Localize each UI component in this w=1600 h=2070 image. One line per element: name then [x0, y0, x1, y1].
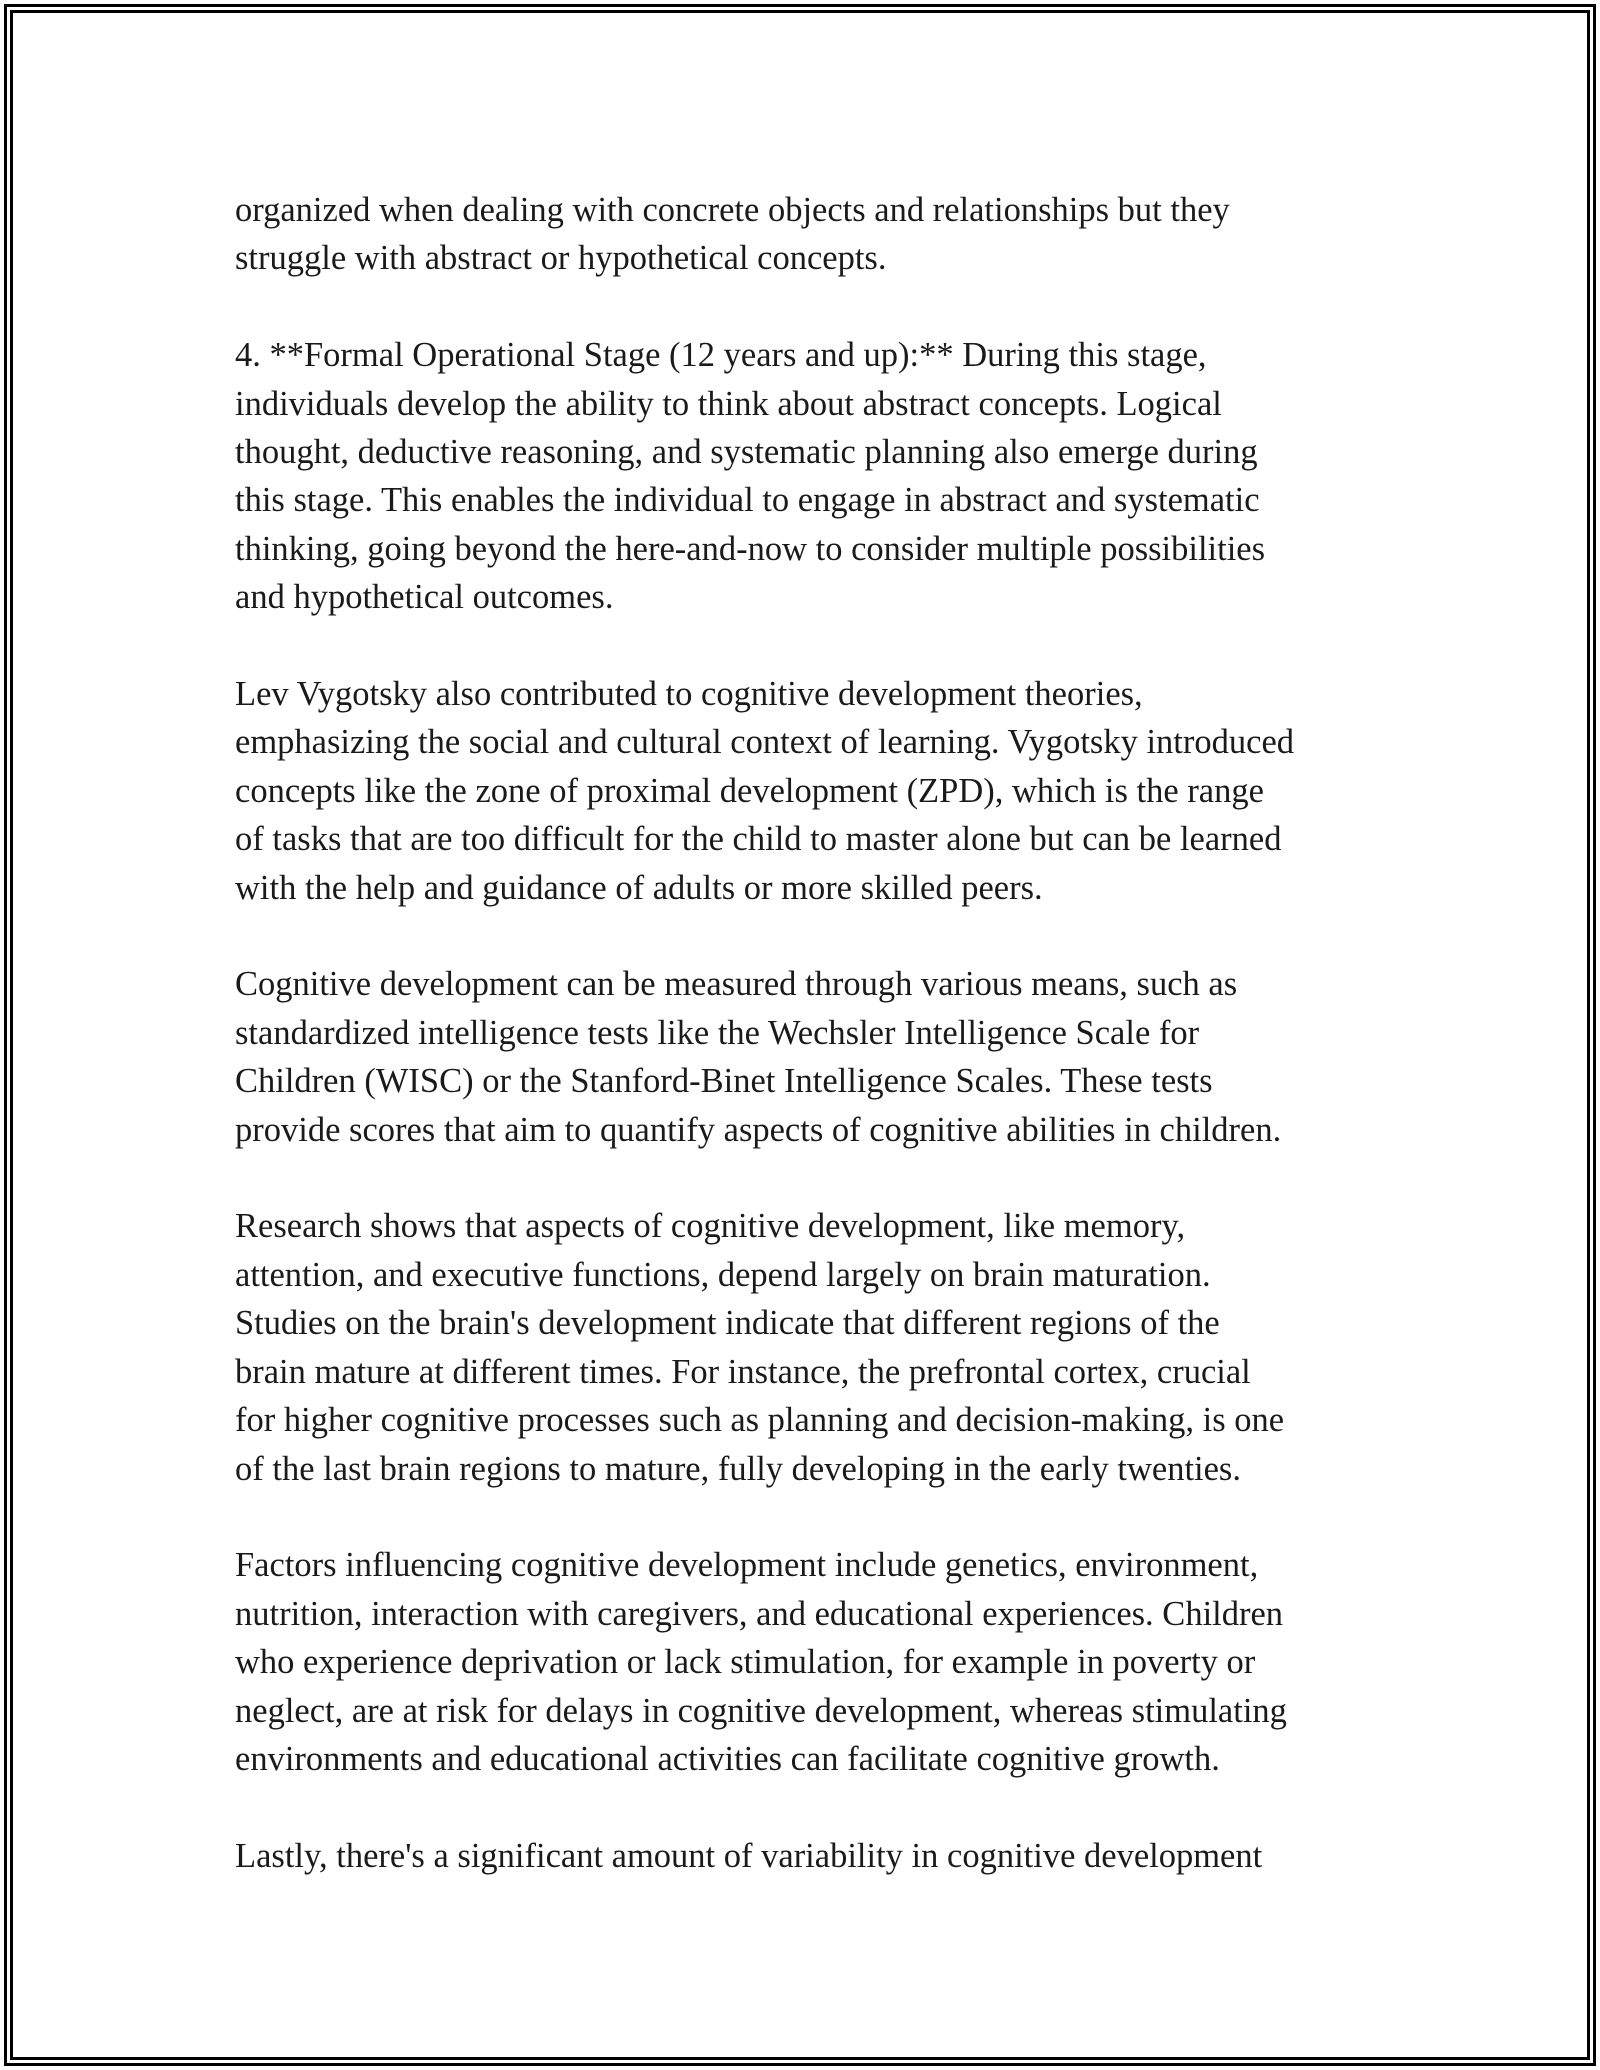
text-line: concepts like the zone of proximal development (ZPD), which is the range [235, 771, 1264, 810]
paragraph-vygotsky [235, 670, 1385, 912]
text-line: of the last brain regions to mature, fully developing in the early twenties. [235, 1449, 1241, 1488]
text-line: 4. **Formal Operational Stage (12 years and up):** During this stage, [235, 336, 1207, 375]
text-line: who experience deprivation or lack stimulation, for example in poverty or [235, 1643, 1256, 1682]
text-line: with the help and guidance of adults or more skilled peers. [235, 868, 1043, 907]
text-line: struggle with abstract or hypothetical concepts. [235, 239, 887, 278]
text-line: Children (WISC) or the Stanford-Binet Intelligence Scales. These tests [235, 1062, 1213, 1101]
text-line: this stage. This enables the individual to engage in abstract and systematic [235, 481, 1260, 520]
text-line: and hypothetical outcomes. [235, 578, 614, 617]
text-line: standardized intelligence tests like the Wechsler Intelligence Scale for [235, 1013, 1200, 1052]
text-line: thinking, going beyond the here-and-now to consider multiple possibilities [235, 529, 1266, 568]
text-line: Lastly, there's a significant amount of variability in cognitive development [235, 1836, 1263, 1875]
paragraph-brain-maturation [235, 1202, 1385, 1492]
text-line: brain mature at different times. For instance, the prefrontal cortex, crucial [235, 1352, 1251, 1391]
text-line: organized when dealing with concrete objects and relationships but they [235, 191, 1230, 229]
text-line: for higher cognitive processes such as planning and decision-making, is one [235, 1401, 1285, 1440]
paragraph-influencing-factors [235, 1541, 1385, 1783]
paragraph-measurement [235, 960, 1385, 1154]
text-line: environments and educational activities can facilitate cognitive growth. [235, 1739, 1220, 1778]
paragraph-concrete-operational-end [235, 186, 1385, 283]
text-line: nutrition, interaction with caregivers, and educational experiences. Children [235, 1594, 1284, 1633]
text-line: attention, and executive functions, depend largely on brain maturation. [235, 1255, 1211, 1294]
text-line: neglect, are at risk for delays in cognitive development, whereas stimulating [235, 1691, 1287, 1730]
text-line: individuals develop the ability to think about abstract concepts. Logical [235, 384, 1222, 423]
text-line: thought, deductive reasoning, and systematic planning also emerge during [235, 433, 1258, 472]
text-line: provide scores that aim to quantify aspects of cognitive abilities in children. [235, 1110, 1282, 1149]
text-line: Cognitive development can be measured through various means, such as [235, 965, 1238, 1004]
text-line: of tasks that are too difficult for the child to master alone but can be learned [235, 820, 1282, 859]
text-line: Factors influencing cognitive development include genetics, environment, [235, 1546, 1259, 1585]
text-line: Research shows that aspects of cognitive development, like memory, [235, 1207, 1186, 1246]
paragraph-variability [235, 1832, 1385, 1880]
text-line: emphasizing the social and cultural context of learning. Vygotsky introduced [235, 723, 1295, 762]
text-line: Lev Vygotsky also contributed to cognitive development theories, [235, 675, 1143, 714]
paragraph-formal-operational-stage [235, 331, 1385, 621]
document-body [235, 186, 1385, 1880]
text-line: Studies on the brain's development indicate that different regions of the [235, 1304, 1220, 1343]
